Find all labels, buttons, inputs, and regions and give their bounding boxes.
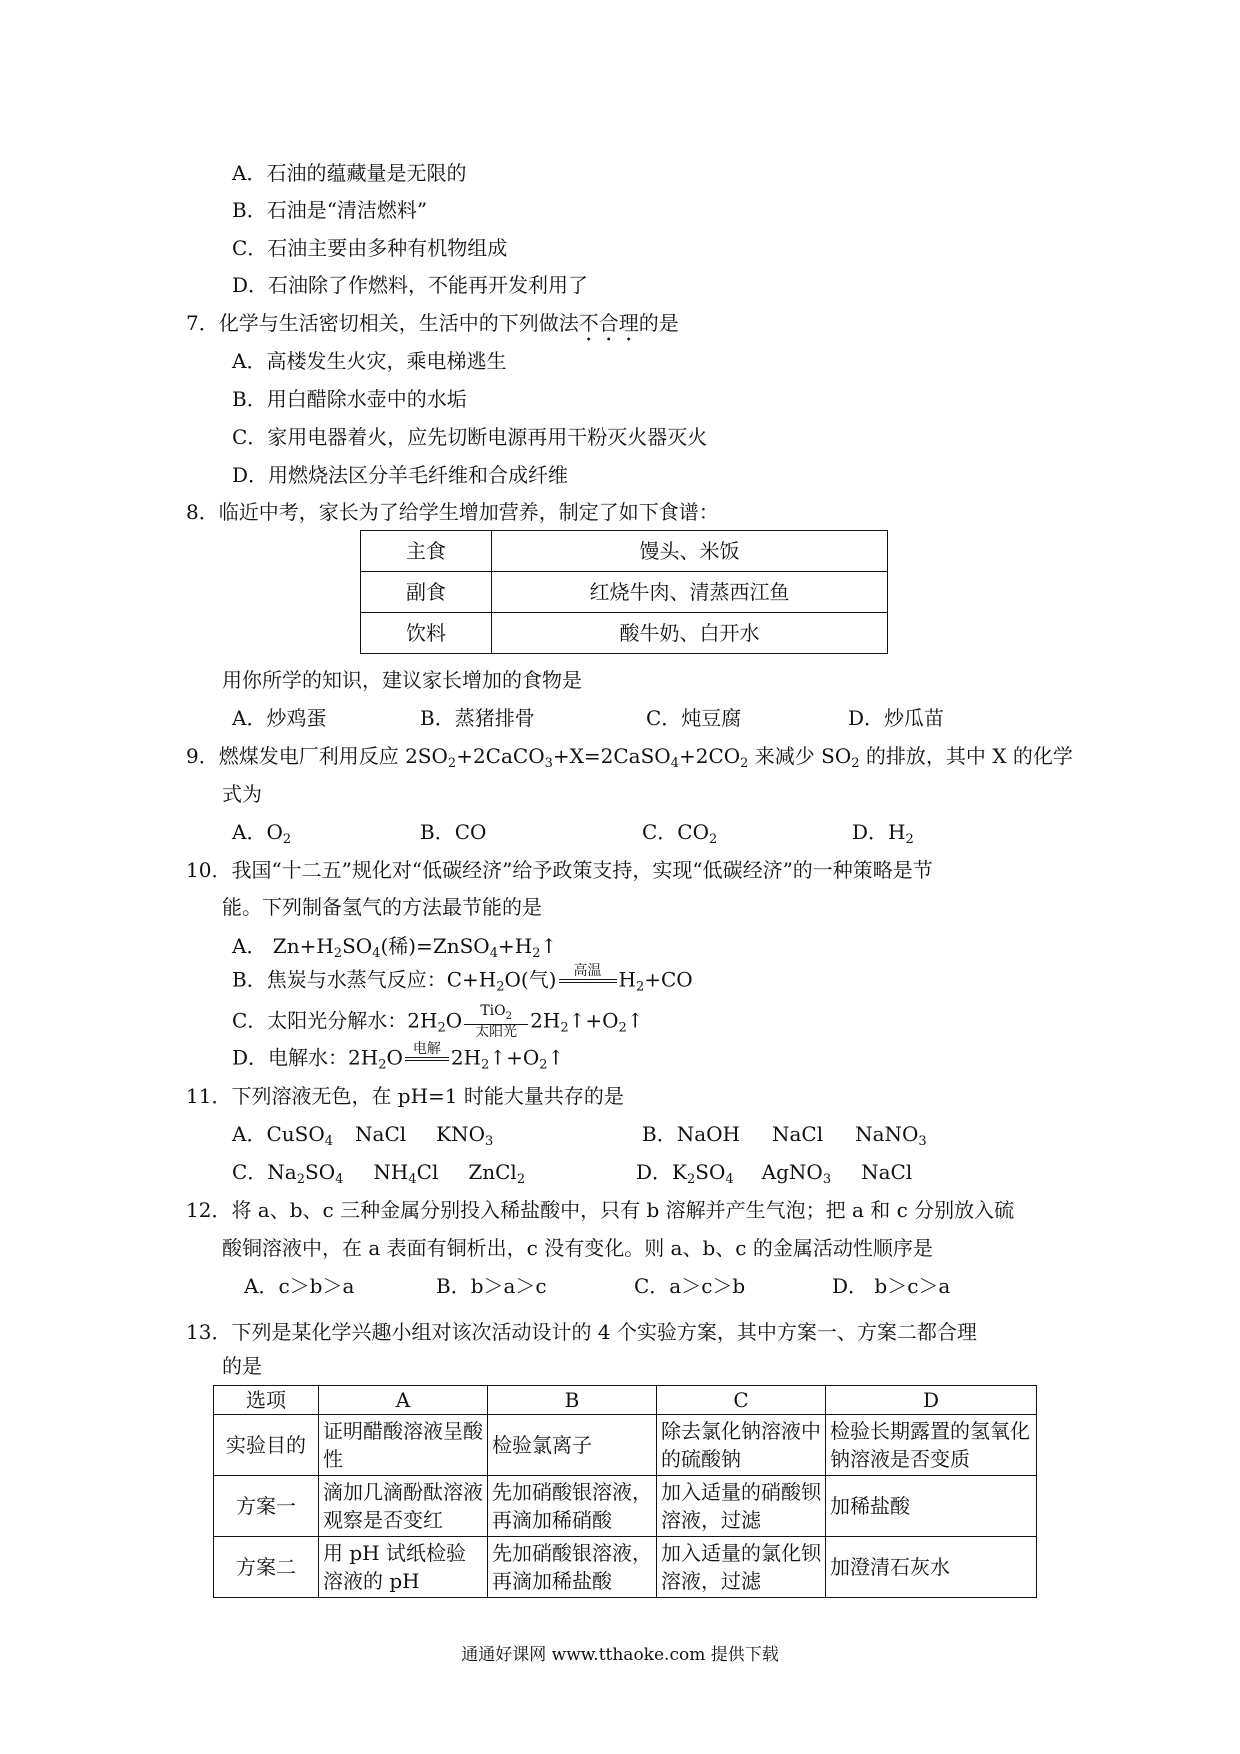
table-row [361,531,888,572]
table-cell: 滴加几滴酚酞溶液观察是否变红 [319,1476,488,1537]
header-cell: B [488,1386,657,1415]
q7-option-d: D．用燃烧法区分羊毛纤维和合成纤维 [232,463,569,487]
q9-stem: 9．燃煤发电厂利用反应 $2SO_2+2CaCO_3+X=2CaSO_4+2CO_2$ 来减少 $SO_2$ 的排放，其中 X 的化学 [186,744,1073,771]
q11-option-a: A．CuSO$_4$ NaCl $KNO_3$ [232,1122,494,1149]
q6-option-b: B．石油是“清洁燃料” [232,198,428,222]
row-label: 方案一 [214,1476,319,1537]
q12-option-a: A．c＞b＞a [244,1274,355,1298]
reaction-condition: TiO$_2$ 太阳光 [464,1004,528,1040]
q7-option-c: C．家用电器着火，应先切断电源再用干粉灭火器灭火 [232,425,708,449]
q9-option-c: C．$CO_2$ [642,820,718,847]
q10-option-a: A． $Zn+H_2SO_4$(稀)$=ZnSO_4+H_2↑$ [232,934,558,961]
table-row [214,1415,1037,1476]
q7-stem: 7．化学与生活密切相关，生活中的下列做法不合理的是 [186,311,679,335]
table-cell: 用 pH 试纸检验溶液的 pH [319,1537,488,1598]
q10-stem: 10．我国“十二五”规化对“低碳经济”给予政策支持，实现“低碳经济”的一种策略是节 [186,858,933,882]
q10-option-b: B．焦炭与水蒸气反应：$C+H_2O$(气) 高温 $H_2+CO$ [232,964,693,1002]
table-cell: 先加硝酸银溶液，再滴加稀硝酸 [488,1476,657,1537]
menu-value: 酸牛奶、白开水 [492,613,888,654]
table-cell: 检验氯离子 [488,1415,657,1476]
q9-option-d: D．$H_2$ [852,820,914,847]
q12-stem: 12．将 a、b、c 三种金属分别投入稀盐酸中，只有 b 溶解并产生气泡；把 a 和 c 分别放入硫 [186,1198,1015,1222]
q13-stem-2: 的是 [222,1354,262,1378]
q6-option-c: C．石油主要由多种有机物组成 [232,236,508,260]
row-label: 实验目的 [214,1415,319,1476]
q12-option-b: B．b＞a＞c [436,1274,547,1298]
q12-option-d: D． b＞c＞a [832,1274,951,1298]
q11-stem: 11．下列溶液无色，在 pH=1 时能大量共存的是 [186,1084,624,1108]
q12-stem-2: 酸铜溶液中，在 a 表面有铜析出，c 没有变化。则 a、b、c 的金属活动性顺序是 [222,1236,933,1260]
header-cell: A [319,1386,488,1415]
reaction-condition: 电解 [405,1042,449,1076]
q8-stem: 8．临近中考，家长为了给学生增加营养，制定了如下食谱： [186,500,719,524]
q9-option-a: A．$O_2$ [232,820,292,847]
q7-option-a: A．高楼发生火灾，乘电梯逃生 [232,349,507,373]
q10-stem-2: 能。下列制备氢气的方法最节能的是 [222,895,542,919]
q9-option-b: B．CO [420,820,487,844]
menu-key: 主食 [361,531,492,572]
q7-option-b: B．用白醋除水壶中的水垢 [232,387,467,411]
table-row [361,613,888,654]
reaction-condition: 高温 [559,964,617,998]
q12-option-c: C．a＞c＞b [634,1274,746,1298]
q9-stem-2: 式为 [222,782,262,806]
table-cell: 加入适量的硝酸钡溶液，过滤 [657,1476,826,1537]
q8-option-c: C．炖豆腐 [646,706,742,730]
q6-option-a: A．石油的蕴藏量是无限的 [232,161,467,185]
table-cell: 除去氯化钠溶液中的硫酸钠 [657,1415,826,1476]
header-cell: C [657,1386,826,1415]
table-cell: 检验长期露置的氢氧化钠溶液是否变质 [826,1415,1037,1476]
page-footer: 通通好课网 www.tthaoke.com 提供下载 [461,1645,779,1665]
q13-stem: 13．下列是某化学兴趣小组对该次活动设计的 4 个实验方案，其中方案一、方案二都合理 [186,1320,977,1344]
q8-option-b: B．蒸猪排骨 [420,706,535,730]
menu-table [360,530,888,654]
header-cell: 选项 [214,1386,319,1415]
table-cell: 加澄清石灰水 [826,1537,1037,1598]
row-label: 方案二 [214,1537,319,1598]
q10-option-c: C．太阳光分解水：$2H_2O$ TiO$_2$ 太阳光 $2H_2↑+O_2↑$ [232,1003,644,1040]
table-header-row [214,1386,1037,1415]
q8-follow: 用你所学的知识，建议家长增加的食物是 [222,668,582,692]
menu-key: 饮料 [361,613,492,654]
menu-key: 副食 [361,572,492,613]
menu-value: 红烧牛肉、清蒸西江鱼 [492,572,888,613]
table-cell: 加入适量的氯化钡溶液，过滤 [657,1537,826,1598]
q11-option-c: C．$Na_2SO_4$ $NH_4Cl$ ZnCl$_2$ [232,1160,526,1187]
q8-option-a: A．炒鸡蛋 [232,706,327,730]
table-row [361,572,888,613]
menu-value: 馒头、米饭 [492,531,888,572]
q6-option-d: D．石油除了作燃料，不能再开发利用了 [232,273,589,297]
table-row [214,1476,1037,1537]
q8-option-d: D．炒瓜苗 [848,706,945,730]
header-cell: D [826,1386,1037,1415]
q11-option-b: B．NaOH NaCl NaNO$_3$ [642,1122,927,1149]
table-cell: 加稀盐酸 [826,1476,1037,1537]
q10-option-d: D．电解水：$2H_2O$ 电解 $2H_2↑+O_2↑$ [232,1042,564,1080]
experiment-table [213,1385,1037,1598]
table-row [214,1537,1037,1598]
table-cell: 证明醋酸溶液呈酸性 [319,1415,488,1476]
q11-option-d: D．$K_2SO_4$ AgNO$_3$ NaCl [636,1160,913,1187]
table-cell: 先加硝酸银溶液，再滴加稀盐酸 [488,1537,657,1598]
